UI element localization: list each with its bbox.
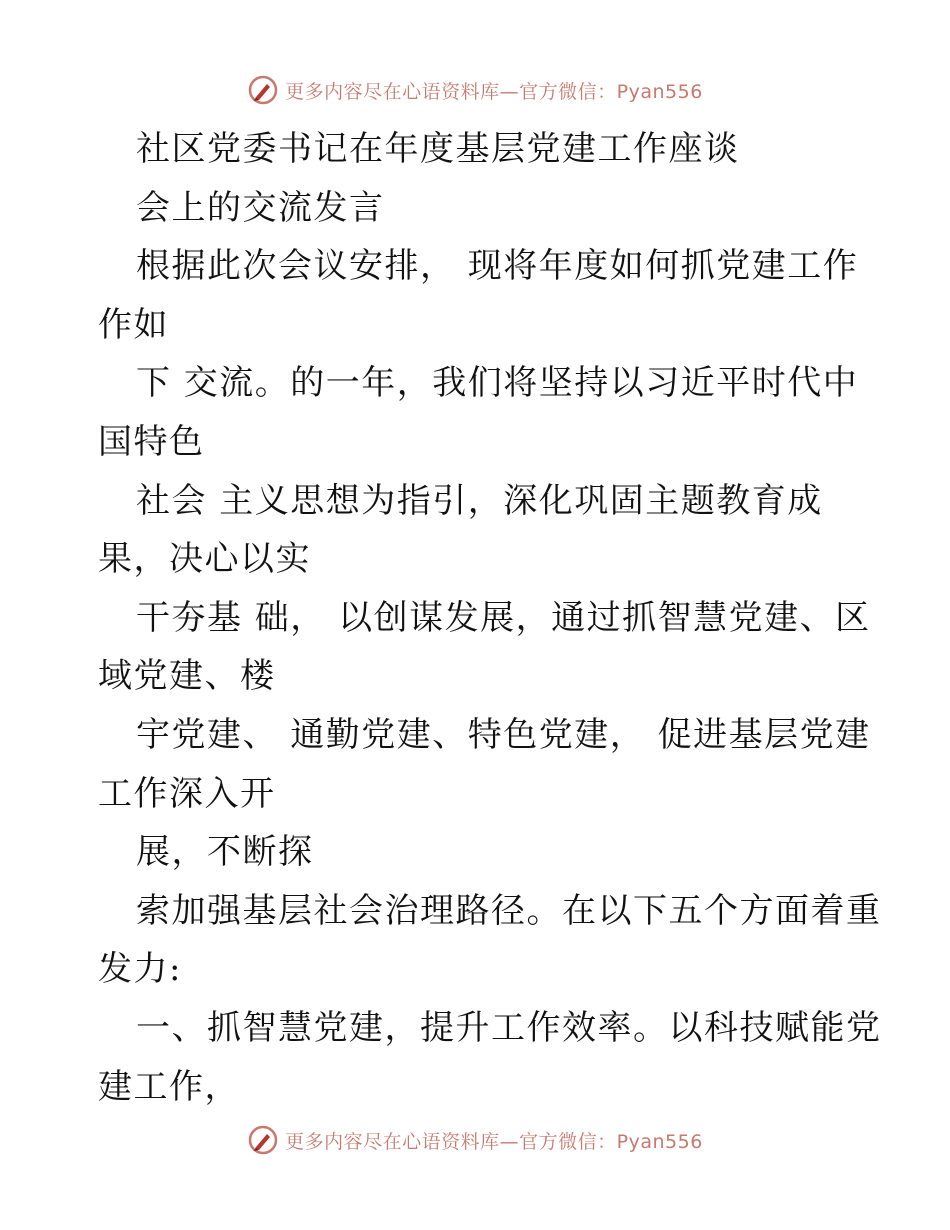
footer-watermark-banner xyxy=(0,1120,950,1160)
pen-logo-icon xyxy=(247,1124,279,1156)
text-line: 工作深入开 xyxy=(98,773,276,814)
text-line: 索加强基层社会治理路径。在以下五个方面着重 xyxy=(136,890,882,931)
text-line: 会上的交流发言 xyxy=(136,187,385,228)
text-line: 社会 主义思想为指引，深化巩固主题教育成 xyxy=(136,480,823,521)
header-watermark-banner xyxy=(0,70,950,110)
text-line: 一、抓智慧党建，提升工作效率。以科技赋能党 xyxy=(136,1007,882,1048)
text-line: 作如 xyxy=(98,304,169,345)
text-line: 宇党建、 通勤党建、特色党建， 促进基层党建 xyxy=(136,714,871,755)
text-line: 展，不断探 xyxy=(136,832,314,873)
text-line: 国特色 xyxy=(98,421,205,462)
text-line: 建工作， xyxy=(98,1066,240,1107)
text-line: 下 交流。的一年，我们将坚持以习近平时代中 xyxy=(136,363,859,404)
text-line: 果，决心以实 xyxy=(98,539,311,580)
text-line: 域党建、楼 xyxy=(98,656,276,697)
pen-logo-icon xyxy=(247,74,279,106)
text-line: 社区党委书记在年度基层党建工作座谈 xyxy=(136,129,740,169)
watermark-text: 更多内容尽在心语资料库—官方微信：Pyan556 xyxy=(285,80,703,103)
watermark-text: 更多内容尽在心语资料库—官方微信：Pyan556 xyxy=(285,1130,703,1153)
text-line: 根据此次会议安排， 现将年度如何抓党建工作 xyxy=(136,246,859,287)
text-line: 发力: xyxy=(98,949,182,990)
document-body xyxy=(98,120,882,1116)
text-line: 干夯基 础， 以创谋发展，通过抓智慧党建、区 xyxy=(136,597,871,638)
